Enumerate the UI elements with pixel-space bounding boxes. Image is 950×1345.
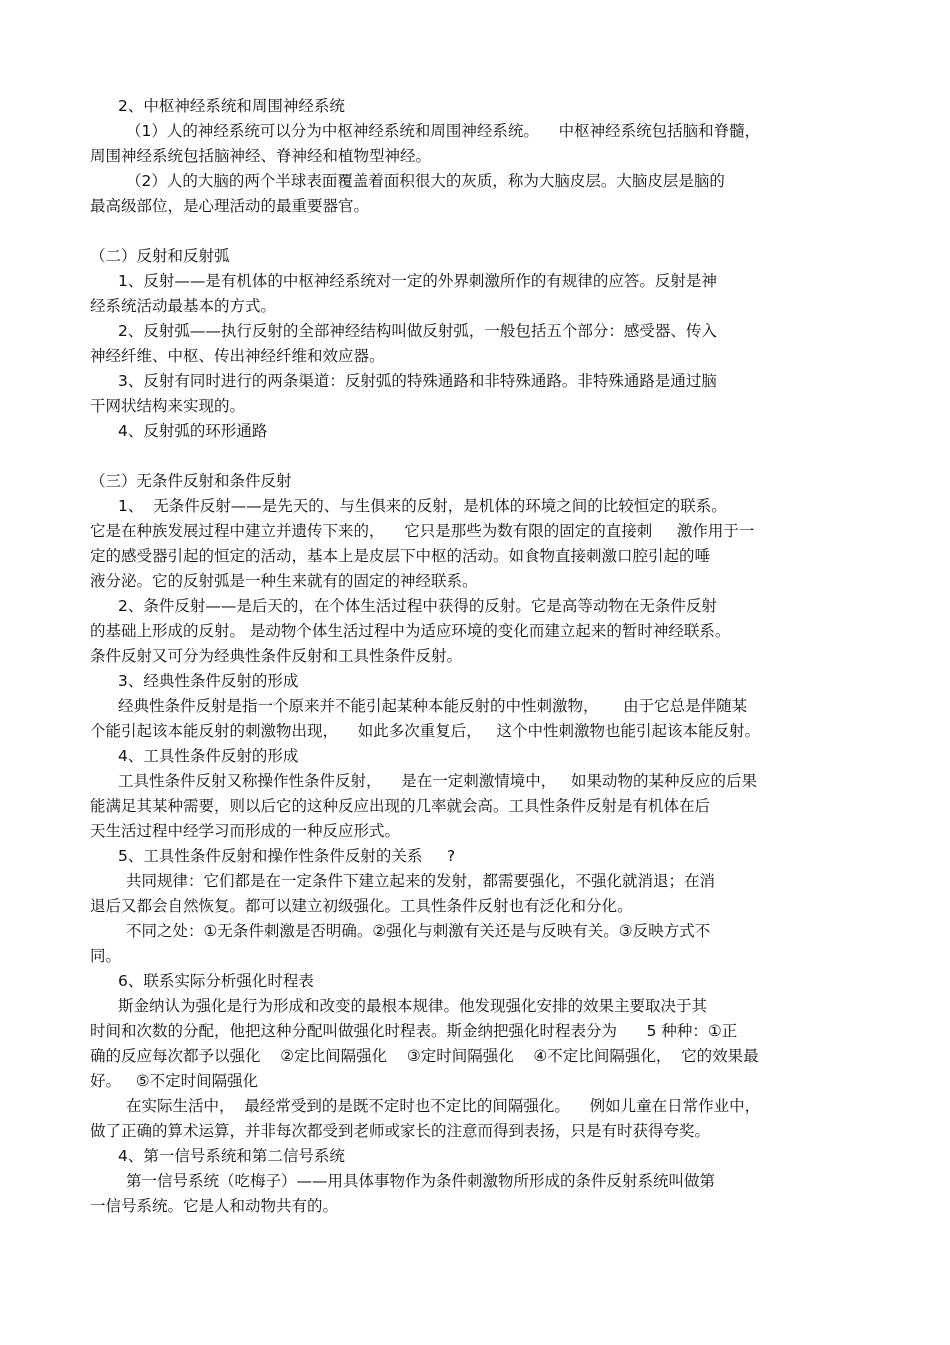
- paragraph-line: 干网状结构来实现的。: [90, 397, 246, 415]
- subheading-line: 3、经典性条件反射的形成: [118, 672, 299, 690]
- paragraph-line: 确的反应每次都予以强化 ②定比间隔强化 ③定时间隔强化 ④不定比间隔强化， 它的效果最: [90, 1047, 759, 1065]
- paragraph-line: 周围神经系统包括脑神经、脊神经和植物型神经。: [90, 147, 432, 165]
- paragraph-line: 神经纤维、中枢、传出神经纤维和效应器。: [90, 347, 385, 365]
- paragraph-line: 经典性条件反射是指一个原来并不能引起某种本能反射的中性刺激物， 由于它总是伴随某: [118, 697, 748, 715]
- paragraph-line: 时间和次数的分配，他把这种分配叫做强化时程表。斯金纳把强化时程表分为 5 种种：①正: [90, 1022, 738, 1040]
- subheading-line: 4、第一信号系统和第二信号系统: [118, 1147, 345, 1165]
- paragraph-line: 不同之处：①无条件刺激是否明确。②强化与刺激有关还是与反映有关。③反映方式不: [126, 922, 711, 940]
- paragraph-line: 做了正确的算术运算，并非每次都受到老师或家长的注意而得到表扬，只是有时获得夸奖。: [90, 1122, 711, 1140]
- paragraph-line: 个能引起该本能反射的刺激物出现， 如此多次重复后， 这个中性刺激物也能引起该本能反射。: [90, 722, 760, 740]
- subheading-line: 4、工具性条件反射的形成: [118, 747, 299, 765]
- subheading-line: 6、联系实际分析强化时程表: [118, 972, 314, 990]
- paragraph-line: 天生活过程中经学习而形成的一种反应形式。: [90, 822, 401, 840]
- section-heading-conditioned: （三）无条件反射和条件反射: [90, 472, 292, 490]
- paragraph-line: 工具性条件反射又称操作性条件反射， 是在一定刺激情境中， 如果动物的某种反应的后果: [118, 772, 757, 790]
- paragraph-line: （2）人的大脑的两个半球表面覆盖着面积很大的灰质，称为大脑皮层。大脑皮层是脑的: [126, 172, 725, 190]
- section-heading-reflex: （二）反射和反射弧: [90, 247, 230, 265]
- paragraph-line: 液分泌。它的反射弧是一种生来就有的固定的神经联系。: [90, 572, 478, 590]
- paragraph-line: 2、反射弧——执行反射的全部神经结构叫做反射弧，一般包括五个部分：感受器、传入: [118, 322, 717, 340]
- paragraph-line: （1）人的神经系统可以分为中枢神经系统和周围神经系统。 中枢神经系统包括脑和脊髓，: [126, 122, 761, 140]
- heading-cns-pns: 2、中枢神经系统和周围神经系统: [118, 97, 345, 115]
- paragraph-line: 能满足其某种需要，则以后它的这种反应出现的几率就会高。工具性条件反射是有机体在后: [90, 797, 711, 815]
- subheading-line: 5、工具性条件反射和操作性条件反射的关系 ?: [118, 847, 456, 865]
- paragraph-line: 经系统活动最基本的方式。: [90, 297, 277, 315]
- paragraph-line: 它是在种族发展过程中建立并遗传下来的， 它只是那些为数有限的固定的直接刺 激作用于一: [90, 522, 755, 540]
- paragraph-line: 条件反射又可分为经典性条件反射和工具性条件反射。: [90, 647, 463, 665]
- paragraph-line: 4、反射弧的环形通路: [118, 422, 268, 440]
- paragraph-line: 3、反射有同时进行的两条渠道：反射弧的特殊通路和非特殊通路。非特殊通路是通过脑: [118, 372, 717, 390]
- paragraph-line: 同。: [90, 947, 122, 965]
- paragraph-line: 2、条件反射——是后天的，在个体生活过程中获得的反射。它是高等动物在无条件反射: [118, 597, 717, 615]
- paragraph-line: 第一信号系统（吃梅子）——用具体事物作为条件刺激物所形成的条件反射系统叫做第: [126, 1172, 716, 1190]
- paragraph-line: 退后又都会自然恢复。都可以建立初级强化。工具性条件反射也有泛化和分化。: [90, 897, 633, 915]
- paragraph-line: 定的感受器引起的恒定的活动，基本上是皮层下中枢的活动。如食物直接刺激口腔引起的唾: [90, 547, 711, 565]
- paragraph-line: 的基础上形成的反射。 是动物个体生活过程中为适应环境的变化而建立起来的暂时神经联系。: [90, 622, 731, 640]
- paragraph-line: 共同规律：它们都是在一定条件下建立起来的发射，都需要强化，不强化就消退；在消: [126, 872, 716, 890]
- paragraph-line: 一信号系统。它是人和动物共有的。: [90, 1197, 339, 1215]
- paragraph-line: 在实际生活中， 最经常受到的是既不定时也不定比的间隔强化。 例如儿童在日常作业中，: [126, 1097, 761, 1115]
- paragraph-line: 最高级部位，是心理活动的最重要器官。: [90, 197, 370, 215]
- paragraph-line: 斯金纳认为强化是行为形成和改变的最根本规律。他发现强化安排的效果主要取决于其: [118, 997, 708, 1015]
- paragraph-line: 1、反射——是有机体的中枢神经系统对一定的外界刺激所作的有规律的应答。反射是神: [118, 272, 717, 290]
- paragraph-line: 好。 ⑤不定时间隔强化: [90, 1072, 259, 1090]
- paragraph-line: 1、 无条件反射——是先天的、与生俱来的反射，是机体的环境之间的比较恒定的联系。: [118, 497, 727, 515]
